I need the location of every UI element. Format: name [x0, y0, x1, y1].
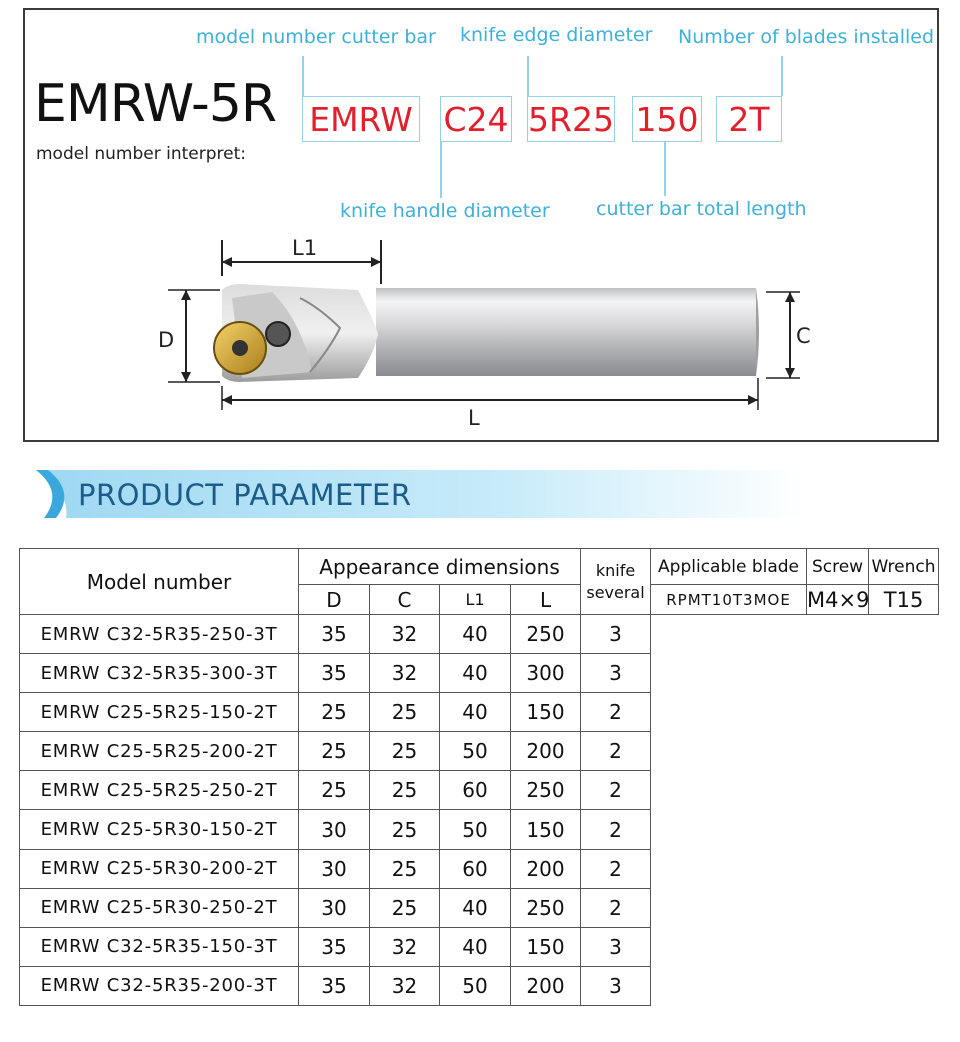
leader-line-total-length	[664, 142, 666, 196]
segment-length: 150	[632, 96, 702, 142]
table-row	[20, 654, 939, 693]
l1-cell: 50	[440, 732, 511, 771]
l1-cell: 40	[440, 927, 511, 966]
l1-cell: 50	[440, 966, 511, 1005]
d-cell: 35	[299, 927, 370, 966]
table-row	[20, 966, 939, 1005]
header-appearance-dimensions: Appearance dimensions	[299, 549, 581, 585]
l1-label: L1	[292, 236, 318, 260]
header-wrench: Wrench	[869, 549, 939, 585]
knife-cell: 3	[581, 615, 651, 654]
caption-blades-installed: Number of blades installed	[678, 26, 935, 48]
knife-cell: 3	[581, 966, 651, 1005]
l1-cell: 60	[440, 771, 511, 810]
header-d: D	[299, 585, 370, 615]
c-cell: 32	[370, 654, 440, 693]
segment-blade-count: 2T	[716, 96, 782, 142]
model-number-cell: EMRW C32-5R35-150-3T	[20, 927, 299, 966]
model-number-cell: EMRW C25-5R30-150-2T	[20, 810, 299, 849]
d-cell: 30	[299, 810, 370, 849]
l-cell: 300	[511, 654, 581, 693]
c-cell: 32	[370, 966, 440, 1005]
product-parameter-table	[19, 548, 939, 1006]
d-cell: 30	[299, 888, 370, 927]
header-l1: L1	[440, 585, 511, 615]
c-cell: 32	[370, 615, 440, 654]
model-subtitle: model number interpret:	[36, 144, 246, 164]
table-row	[20, 888, 939, 927]
d-cell: 35	[299, 654, 370, 693]
c-cell: 32	[370, 927, 440, 966]
table-row	[20, 732, 939, 771]
caption-handle-diameter: knife handle diameter	[340, 200, 550, 222]
l1-cell: 40	[440, 693, 511, 732]
l-cell: 150	[511, 927, 581, 966]
leader-line-edge-diameter	[527, 56, 529, 96]
l-cell: 150	[511, 693, 581, 732]
knife-cell: 3	[581, 654, 651, 693]
segment-edge-diameter: 5R25	[527, 96, 615, 142]
knife-cell: 2	[581, 732, 651, 771]
table-row	[20, 810, 939, 849]
c-cell: 25	[370, 849, 440, 888]
l1-cell: 40	[440, 888, 511, 927]
d-cell: 25	[299, 693, 370, 732]
d-cell: 25	[299, 732, 370, 771]
knife-cell: 2	[581, 810, 651, 849]
c-cell: 25	[370, 771, 440, 810]
header-screw: Screw	[807, 549, 869, 585]
caption-cutter-bar: model number cutter bar	[196, 26, 436, 48]
header-applicable-blade: Applicable blade	[651, 549, 807, 585]
model-number-cell: EMRW C25-5R25-150-2T	[20, 693, 299, 732]
l1-cell: 40	[440, 615, 511, 654]
leader-line-cutter-bar	[302, 56, 304, 96]
d-cell: 25	[299, 771, 370, 810]
table-row	[20, 927, 939, 966]
l-cell: 200	[511, 966, 581, 1005]
l-cell: 250	[511, 615, 581, 654]
model-number-cell: EMRW C25-5R30-200-2T	[20, 849, 299, 888]
c-cell: 25	[370, 693, 440, 732]
l-cell: 250	[511, 771, 581, 810]
model-number-cell: EMRW C32-5R35-300-3T	[20, 654, 299, 693]
cutter-bar-drawing	[150, 228, 810, 438]
d-cell: 35	[299, 615, 370, 654]
knife-cell: 2	[581, 849, 651, 888]
d-cell: 30	[299, 849, 370, 888]
knife-cell: 2	[581, 888, 651, 927]
header-c: C	[370, 585, 440, 615]
d-cell: 35	[299, 966, 370, 1005]
leader-line-handle-diameter	[440, 142, 442, 198]
segment-handle-diameter: C24	[440, 96, 512, 142]
model-number-cell: EMRW C25-5R25-250-2T	[20, 771, 299, 810]
caption-total-length: cutter bar total length	[596, 198, 807, 220]
model-number-cell: EMRW C25-5R30-250-2T	[20, 888, 299, 927]
leader-line-blades	[781, 56, 783, 96]
l1-cell: 40	[440, 654, 511, 693]
screw-cell: M4×9	[807, 585, 869, 615]
model-number-cell: EMRW C32-5R35-250-3T	[20, 615, 299, 654]
l-cell: 200	[511, 732, 581, 771]
l-cell: 200	[511, 849, 581, 888]
knife-cell: 3	[581, 927, 651, 966]
table-row	[20, 615, 939, 654]
d-label: D	[158, 328, 175, 352]
l-cell: 250	[511, 888, 581, 927]
l1-cell: 50	[440, 810, 511, 849]
c-cell: 25	[370, 732, 440, 771]
model-title: EMRW-5R	[34, 74, 277, 134]
model-number-cell: EMRW C25-5R25-200-2T	[20, 732, 299, 771]
header-l: L	[511, 585, 581, 615]
section-title: PRODUCT PARAMETER	[78, 478, 412, 512]
applicable-blade-cell: RPMT10T3MOE	[651, 585, 807, 615]
header-knife-several: knife several	[581, 549, 651, 615]
wrench-cell: T15	[869, 585, 939, 615]
model-number-cell: EMRW C32-5R35-200-3T	[20, 966, 299, 1005]
knife-cell: 2	[581, 771, 651, 810]
table-row	[20, 693, 939, 732]
l-cell: 150	[511, 810, 581, 849]
c-label: C	[796, 324, 811, 348]
segment-series: EMRW	[302, 96, 420, 142]
c-cell: 25	[370, 810, 440, 849]
c-cell: 25	[370, 888, 440, 927]
l1-cell: 60	[440, 849, 511, 888]
table-row	[20, 849, 939, 888]
header-model-number: Model number	[20, 549, 299, 615]
shank	[376, 288, 759, 376]
caption-edge-diameter: knife edge diameter	[460, 24, 653, 46]
knife-cell: 2	[581, 693, 651, 732]
l-label: L	[468, 406, 480, 430]
table-row	[20, 771, 939, 810]
